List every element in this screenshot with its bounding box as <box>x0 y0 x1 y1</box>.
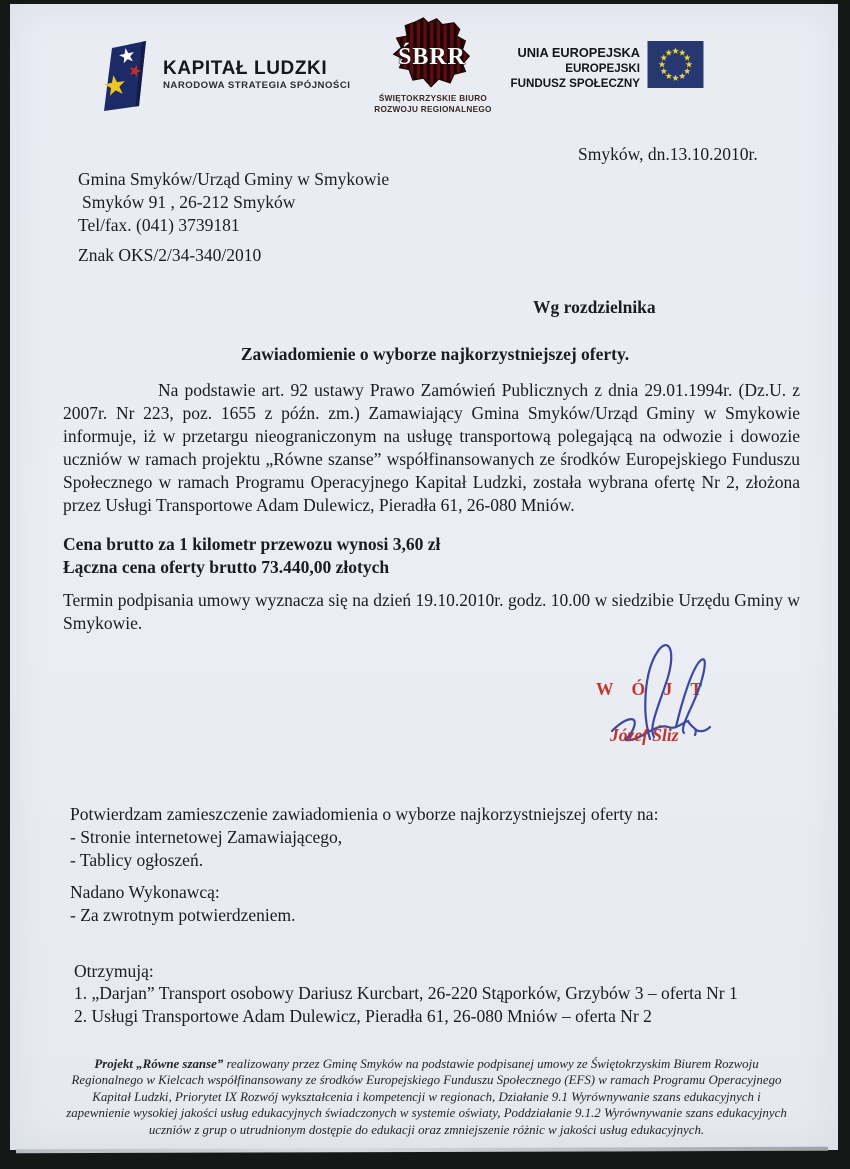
price-per-km: Cena brutto za 1 kilometr przewozu wynosi 3,60 zł <box>63 534 441 554</box>
project-footnote <box>63 1056 790 1138</box>
eu-flag-icon <box>647 41 704 88</box>
eu-text-block <box>430 45 640 92</box>
sender-line: Gmina Smyków/Urząd Gminy w Smykowie <box>78 169 390 189</box>
kapital-ludzki-flag-icon <box>102 39 148 113</box>
sbrr-subtitle: ŚWIĘTOKRZYSKIE BIURO ROZWOJU REGIONALNEGO <box>374 94 492 114</box>
sent-heading: Nadano Wykonawcą: <box>70 882 220 902</box>
place-date: Smyków, dn.13.10.2010r. <box>578 144 758 164</box>
distribution-note: Wg rozdzielnika <box>533 297 656 317</box>
kapital-ludzki-subtitle: NARODOWA STRATEGIA SPÓJNOŚCI <box>163 80 351 91</box>
contract-term-paragraph: Termin podpisania umowy wyznacza się na dzień 19.10.2010r. godz. 10.00 w siedzibie Urzędu Gminy w Smykowie. <box>63 590 800 633</box>
eu-line1: UNIA EUROPEJSKA <box>517 45 640 60</box>
mayor-name: Józef Śliz <box>610 725 679 745</box>
sbrr-acronym: ŚBRR <box>398 43 466 70</box>
letter-title: Zawiadomienie o wyborze najkorzystniejszej oferty. <box>240 344 630 364</box>
mayor-stamp-title: W Ó J T <box>596 679 710 699</box>
recipient-item: 2. Usługi Transportowe Adam Dulewicz, Pieradła 61, 26-080 Mniów – oferta Nr 2 <box>74 1006 652 1026</box>
confirm-heading: Potwierdzam zamieszczenie zawiadomienia o wyborze najkorzystniejszej oferty na: <box>70 804 659 824</box>
confirm-item: - Stronie internetowej Zamawiającego, <box>70 827 343 847</box>
sent-item: - Za zwrotnym potwierdzeniem. <box>70 905 296 925</box>
recipient-item: 1. „Darjan” Transport osobowy Dariusz Kurcbart, 26-220 Stąporków, Grzybów 3 – oferta Nr 1 <box>74 983 738 1003</box>
eu-line2: EUROPEJSKI <box>565 61 640 75</box>
confirm-item: - Tablicy ogłoszeń. <box>70 850 204 870</box>
eu-line3: FUNDUSZ SPOŁECZNY <box>510 77 640 90</box>
sender-line: Tel/fax. (041) 3739181 <box>78 215 240 235</box>
kapital-ludzki-title: KAPITAŁ LUDZKI <box>163 58 328 79</box>
recipients-heading: Otrzymują: <box>74 961 154 981</box>
project-footnote-title: Projekt „Równe szanse” <box>94 1057 224 1071</box>
total-price: Łączna cena oferty brutto 73.440,00 złotych <box>63 557 390 577</box>
body-paragraph: Na podstawie art. 92 ustawy Prawo Zamówień Publicznych z dnia 29.01.1994r. (Dz.U. z 2007r. Nr 223, poz. 1655 z późn. zm.) Zamawiający Gmina Smyków/Urząd Gminy w Smykowie informuje, iż w przetargu nieograniczonym na usługę transportową polegającą na odwozie i dowozie uczniów w ramach projektu „Równe szanse” współfinansowanych ze środków Europejskiego Funduszu Społecznego w ramach Programu Operacyjnego Kapitał Ludzki, została wybrana ofertę Nr 2, złożona przez Usługi Transportowe Adam Dulewicz, Pieradła 61, 26-080 Mniów. <box>63 380 800 515</box>
sender-line: Smyków 91 , 26-212 Smyków <box>82 192 296 212</box>
project-footnote-text: realizowany przez Gminę Smyków na podstawie podpisanej umowy ze Świętokrzyskim Biurem Rozwoju Regionalnego w Kielcach współfinansowany ze środków Europejskiego Funduszu Społecznego (EFS) w ramach Programu Operacyjnego Kapitał Ludzki, Priorytet IX Rozwój wykształcenia i kompetencji w regionach, Działanie 9.1 Wyrównywanie szans edukacyjnych i zapewnienie wysokiej jakości usług edukacyjnych świadczonych w systemie oświaty, Poddziałanie 9.1.2 Wyrównywanie szans edukacyjnych uczniów z grup o utrudnionym dostępie do edukacji oraz zmniejszenie różnic w jakości usług edukacyjnych. <box>66 1057 787 1137</box>
reference-number: Znak OKS/2/34-340/2010 <box>78 245 262 265</box>
